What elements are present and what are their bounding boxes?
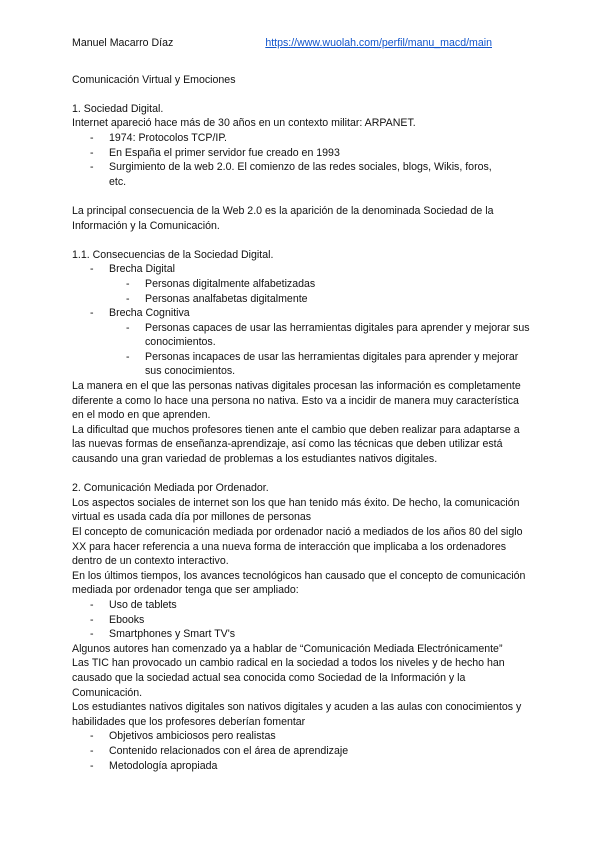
section-2-paragraph: Los aspectos sociales de internet son los que han tenido más éxito. De hecho, la comunicación virtual es usada cada día por millones de personas	[72, 496, 520, 524]
section-1-1-paragraph: La dificultad que muchos profesores tienen ante el cambio que deben realizar para adaptarse a las nuevas formas de enseñanza-aprendizaje, así como las técnicas que deben utilizar está causando una gran variedad de problemas a los estudiantes nativos digitales.	[72, 423, 520, 466]
list-item: - Smartphones y Smart TV's	[72, 627, 532, 642]
section-1-intro: Internet apareció hace más de 30 años en un contexto militar: ARPANET.	[72, 117, 416, 130]
list-item: - En España el primer servidor fue creado en 1993	[72, 146, 532, 161]
list-item: - Objetivos ambiciosos pero realistas	[72, 729, 532, 744]
section-1-1-heading: 1.1. Consecuencias de la Sociedad Digital.	[72, 248, 274, 261]
sub-list-item: - Personas digitalmente alfabetizadas	[72, 277, 532, 292]
author-name: Manuel Macarro Díaz	[72, 37, 174, 49]
section-1-list	[72, 131, 532, 189]
section-2-heading: 2. Comunicación Mediada por Ordenador.	[72, 482, 269, 495]
section-2-paragraph: Algunos autores han comenzado ya a hablar de “Comunicación Mediada Electrónicamente”	[72, 642, 503, 655]
list-item: - Ebooks	[72, 613, 532, 628]
section-2-paragraph: Los estudiantes nativos digitales son nativos digitales y acuden a las aulas con conocimientos y habilidades que los profesores deberían fomentar	[72, 701, 522, 728]
section-1-1-paragraph: La manera en el que las personas nativas digitales procesan las información es completamente diferente a como lo hace una persona no nativa. Esto va a incidir de manera muy característica en el modo en que aprenden.	[72, 380, 521, 422]
sub-list-item: - Personas incapaces de usar las herramientas digitales para aprender y mejorar sus conocimientos.	[72, 350, 532, 379]
section-1-1-list	[72, 262, 532, 379]
section-2-paragraph: En los últimos tiempos, los avances tecnológicos han causado que el concepto de comunicación mediada por ordenador tenga que ser ampliado:	[72, 569, 526, 597]
list-item: - Surgimiento de la web 2.0. El comienzo de las redes sociales, blogs, Wikis, foros,	[72, 160, 532, 175]
sub-list-item: - Personas capaces de usar las herramientas digitales para aprender y mejorar sus conocimientos.	[72, 321, 532, 350]
section-2-list	[72, 598, 532, 642]
section-1-consequence: La principal consecuencia de la Web 2.0 es la aparición de la denominada Sociedad de la Información y la Comunicación.	[72, 204, 494, 232]
list-item: - Contenido relacionados con el área de aprendizaje	[72, 744, 532, 759]
section-2-paragraph: El concepto de comunicación mediada por ordenador nació a mediados de los años 80 del siglo XX para hacer referencia a una nueva forma de interacción que implicaba a los ordenadores dentro de un contexto interactivo.	[72, 526, 523, 568]
page-header	[72, 36, 492, 51]
list-item-brecha-cognitiva: - Brecha Cognitiva	[72, 306, 532, 321]
sub-list-item: - Personas analfabetas digitalmente	[72, 292, 532, 307]
section-1-heading: 1. Sociedad Digital.	[72, 102, 164, 115]
list-item: - Metodología apropiada	[72, 759, 532, 774]
list-item-continuation: etc.	[109, 175, 127, 188]
document-title: Comunicación Virtual y Emociones	[72, 73, 236, 86]
list-item: - 1974: Protocolos TCP/IP.	[72, 131, 532, 146]
document-page	[72, 36, 532, 773]
section-2-paragraph: Las TIC han provocado un cambio radical en la sociedad a todos los niveles y de hecho han causado que la sociedad actual sea conocida como Sociedad de la Información y la Comunicación.	[72, 657, 505, 699]
profile-link[interactable]: https://www.wuolah.com/perfil/manu_macd/main	[265, 37, 492, 49]
list-item: - Uso de tablets	[72, 598, 532, 613]
list-item-brecha-digital: - Brecha Digital	[72, 262, 532, 277]
section-2-list-2	[72, 729, 532, 773]
